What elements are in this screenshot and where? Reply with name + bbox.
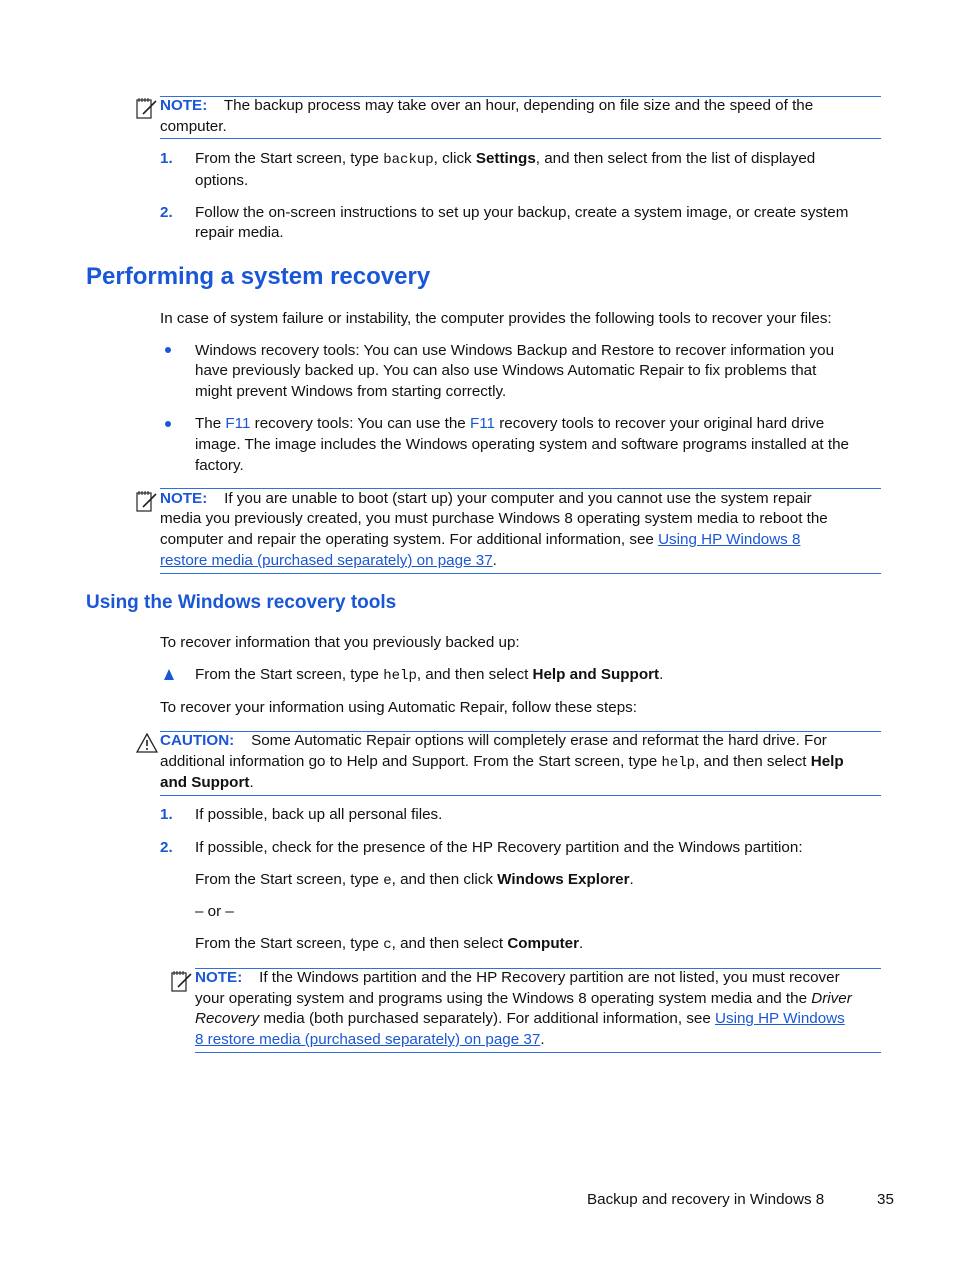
note3-text1: If the Windows partition and the HP Recovery partition are not listed, you must recover [259,969,840,986]
note1-line1 [160,95,880,116]
restore-media-link-part1[interactable]: Using HP Windows 8 [658,531,801,548]
sub-b-mid: , and then select [391,935,508,952]
f11-key-1: F11 [225,415,251,432]
note3-line2-pre: your operating system and programs using the Windows 8 operating system media and the [195,990,812,1007]
note3-line3 [195,1008,845,1029]
sub-a-pre: From the Start screen, type [195,871,384,888]
bullet2-line3: factory. [195,457,244,474]
code-c: c [383,937,392,953]
restore-media-link2-part2[interactable]: 8 restore media (purchased separately) on page 37 [195,1031,541,1048]
note3-bottom-rule [195,1052,881,1053]
bullet2-line2: image. The image includes the Windows operating system and software programs installed at the [195,436,849,453]
note2-line1 [160,488,812,509]
note2-line3-text: computer and repair the operating system. For additional information, see [160,531,659,548]
sub-a-post: . [629,871,634,888]
note1-line2: computer. [160,118,227,135]
section-title-performing-recovery: Performing a system recovery [86,263,431,290]
note1-label: NOTE: [160,97,208,114]
note2-text1: If you are unable to boot (start up) your computer and you cannot use the system repair [224,490,812,507]
footer-page-number: 35 [877,1191,894,1208]
note3-line3-mid: media (both purchased separately). For additional information, see [259,1010,716,1027]
note1-text: The backup process may take over an hour, depending on file size and the speed of the [223,97,814,114]
sub-a-mid: , and then click [391,871,498,888]
caution-bottom-rule [160,795,881,796]
step-a1-number: 1. [160,150,173,167]
note2-tail: . [492,552,497,569]
windows-explorer-label: Windows Explorer [497,871,630,888]
step-b2-number: 2. [160,839,173,856]
sub-b-post: . [579,935,584,952]
f11-key-2: F11 [469,415,495,432]
step-a2-number: 2. [160,204,173,221]
footer-chapter: Backup and recovery in Windows 8 [587,1191,825,1208]
bullet2-pre: The [195,415,226,432]
note3-label: NOTE: [195,969,243,986]
tri-step-mid: , and then select [416,666,533,683]
caution-and-support-bold: and Support [160,774,250,791]
note2-label: NOTE: [160,490,208,507]
code-help-caution: help [661,755,696,771]
step-a1-pre: From the Start screen, type [195,150,384,167]
bullet1-line3: might prevent Windows from starting correctly. [195,383,507,400]
note3-line2 [195,988,852,1009]
code-backup: backup [383,152,434,168]
recovery-italic: Recovery [195,1010,260,1027]
note3-line1 [195,967,840,988]
note3-tail: . [540,1031,545,1048]
step-a2-line2: repair media. [195,224,284,241]
step-a1-mid: , click [433,150,476,167]
section2-intro2: To recover your information using Automatic Repair, follow these steps: [160,699,637,716]
bullet-2 [165,421,171,427]
code-help: help [383,668,417,684]
bullet-1 [165,347,171,353]
note-pad-icon [136,97,158,121]
bullet1-line2: have previously backed up. You can also use Windows Automatic Repair to fix problems that [195,362,817,379]
bullet1-line1: Windows recovery tools: You can use Windows Backup and Restore to recover information you [195,342,835,359]
code-e: e [383,873,392,889]
driver-italic: Driver [811,990,852,1007]
tri-step-line [195,664,663,687]
tri-step-post: . [659,666,664,683]
note-pad-icon [136,490,158,514]
note2-line3 [160,529,800,550]
caution-text1: Some Automatic Repair options will completely erase and reformat the hard drive. For [251,732,827,749]
bullet2-mid: recovery tools: You can use the [250,415,470,432]
tri-step-pre: From the Start screen, type [195,666,384,683]
caution-line2 [160,751,844,774]
note2-bottom-rule [160,573,881,574]
caution-line2-mid: , and then select [695,753,811,770]
note2-line2: media you previously created, you must purchase Windows 8 operating system media to reboot the [160,510,828,527]
note-pad-icon [171,970,193,994]
section1-intro: In case of system failure or instability, the computer provides the following tools to recover your files: [160,310,832,327]
bullet2-post: recovery tools to recover your original hard drive [495,415,825,432]
help-and-support-label: Help and Support [532,666,660,683]
step-a1-line2: options. [195,172,249,189]
section-title-windows-recovery-tools: Using the Windows recovery tools [86,592,397,613]
settings-label: Settings [475,150,536,167]
note3-line4 [195,1029,545,1050]
sub-step-b [195,933,583,956]
warning-triangle-icon [136,733,158,753]
computer-label: Computer [507,935,580,952]
or-separator: – or – [195,903,234,920]
step-a1-line1 [195,148,815,171]
caution-label: CAUTION: [160,732,235,749]
restore-media-link2-part1[interactable]: Using HP Windows [715,1010,845,1027]
step-b1-number: 1. [160,806,173,823]
restore-media-link-part2[interactable]: restore media (purchased separately) on page 37 [160,552,493,569]
note1-bottom-rule [160,138,881,139]
step-a1-post: , and then select from the list of displayed [535,150,816,167]
sub-step-a [195,869,634,892]
step-a2-line1: Follow the on-screen instructions to set up your backup, create a system image, or create system [195,204,849,221]
step-b2-text: If possible, check for the presence of the HP Recovery partition and the Windows partition: [195,839,803,856]
triangle-bullet-icon [164,669,174,680]
caution-line3 [160,772,254,793]
caution-line2-pre: additional information go to Help and Support. From the Start screen, type [160,753,662,770]
bullet2-line1 [195,413,824,434]
section2-intro1: To recover information that you previously backed up: [160,634,520,651]
caution-help-bold: Help [810,753,844,770]
step-b1-text: If possible, back up all personal files. [195,806,443,823]
caution-line1 [160,730,827,751]
note2-line4 [160,550,497,571]
sub-b-pre: From the Start screen, type [195,935,384,952]
caution-tail: . [249,774,254,791]
